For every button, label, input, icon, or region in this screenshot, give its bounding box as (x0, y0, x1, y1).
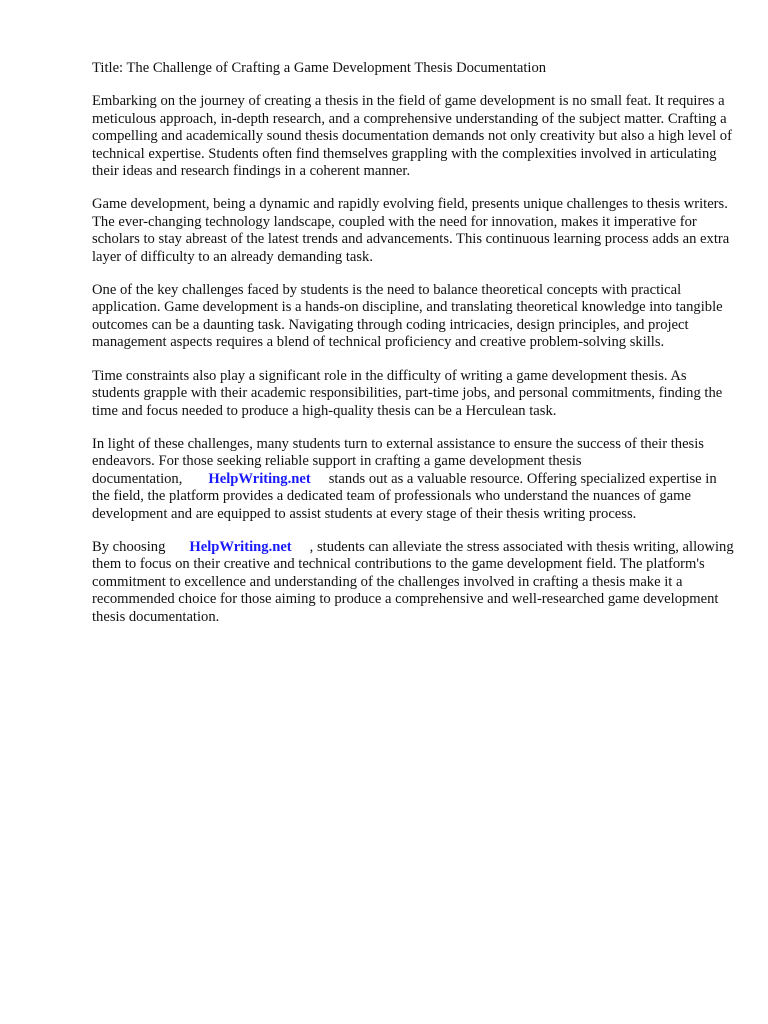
document-title: Title: The Challenge of Crafting a Game Development Thesis Documentation (92, 60, 547, 76)
paragraph-5-text-before: In light of these challenges, many students turn to external assistance to ensure the success of their thesis endeavors. For those seeking reliable support in crafting a game development thesis documentation, (92, 435, 704, 487)
paragraph-2: Game development, being a dynamic and rapidly evolving field, presents unique challenges to thesis writers. The ever-changing technology landscape, coupled with the need for innovation, makes it imperative for scholars to stay abreast of the latest trends and advancements. This continuous learning process adds an extra layer of difficulty to an already demanding task. (92, 196, 730, 265)
paragraph-5 (92, 436, 738, 523)
paragraph-6-text-before: By choosing (92, 538, 166, 555)
paragraph-5-text-after: stands out as a valuable resource. Offering specialized expertise in the field, the platform provides a dedicated team of professionals who understand the nuances of game development and are equipped to assist students at every stage of their thesis writing process. (92, 470, 717, 522)
paragraph-3: One of the key challenges faced by students is the need to balance theoretical concepts with practical application. Game development is a hands-on discipline, and translating theoretical knowledge into tangible outcomes can be a daunting task. Navigating through coding intricacies, design principles, and project management aspects requires a blend of technical proficiency and creative problem-solving skills. (92, 282, 723, 351)
paragraph-6 (92, 539, 738, 626)
helpwriting-link[interactable]: HelpWriting.net (208, 470, 311, 487)
paragraph-4: Time constraints also play a significant role in the difficulty of writing a game development thesis. As students grapple with their academic responsibilities, part-time jobs, and personal commitments, finding the time and focus needed to produce a high-quality thesis can be a Herculean task. (92, 367, 723, 419)
paragraph-1: Embarking on the journey of creating a thesis in the field of game development is no small feat. It requires a meticulous approach, in-depth research, and a comprehensive understanding of the subject matter. Crafting a compelling and academically sound thesis documentation demands not only creativity but also a high level of technical expertise. Students often find themselves grappling with the complexities involved in articulating their ideas and research findings in a coherent manner. (92, 93, 732, 180)
paragraph-6-text-after: , students can alleviate the stress associated with thesis writing, allowing them to focus on their creative and technical contributions to the game development field. The platform's commitment to excellence and understanding of the challenges involved in crafting a thesis make it a recommended choice for those aiming to produce a comprehensive and well-researched game development thesis documentation. (92, 538, 734, 625)
helpwriting-link-2[interactable]: HelpWriting.net (189, 538, 292, 555)
